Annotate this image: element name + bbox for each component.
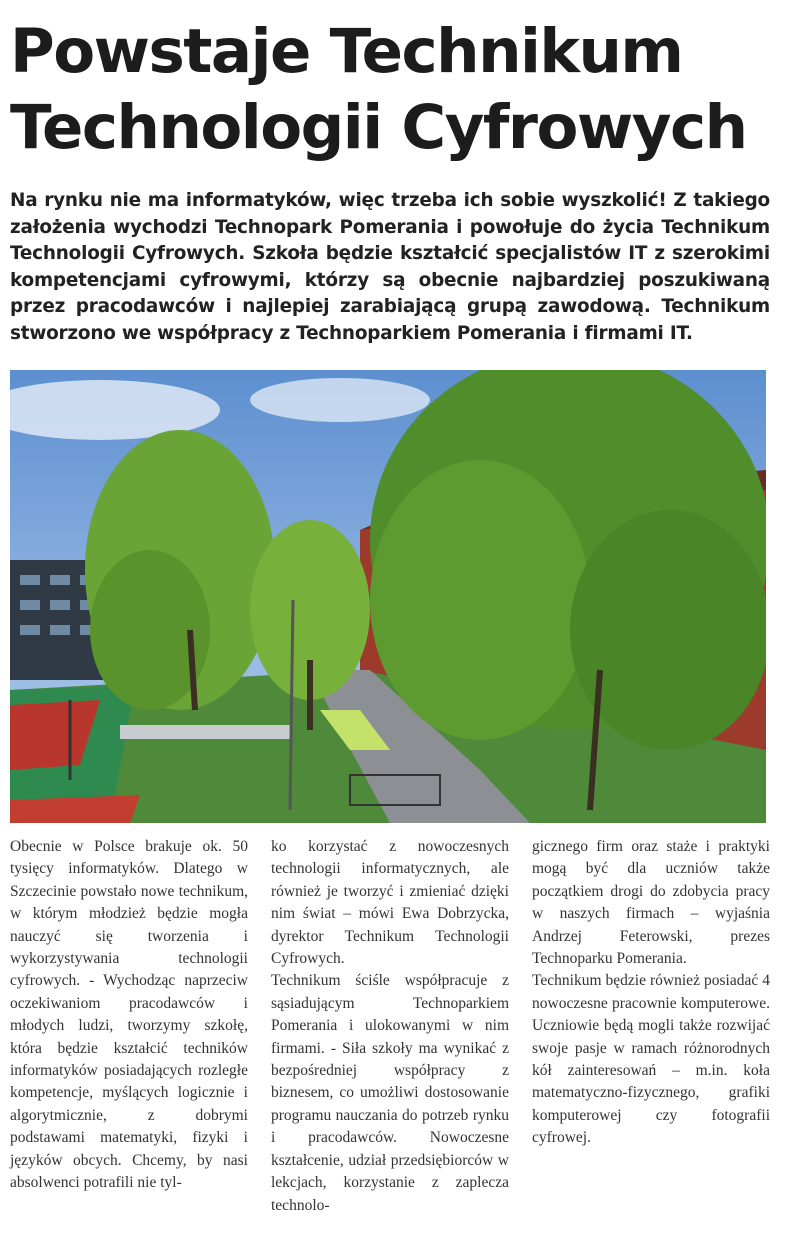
article-column-2 xyxy=(271,836,509,1217)
headline-line-1: Powstaje Technikum xyxy=(10,16,683,87)
article-headline xyxy=(10,14,780,166)
article-column-1 xyxy=(10,836,248,1217)
article-column-3 xyxy=(532,836,770,1217)
paragraph: Technikum będzie również posiadać 4 nowoczesne pracownie komputerowe. Uczniowie będą mogli także rozwijać swoje pasje w ramach różnorodnych kół zainteresowań – m.in. koła matematyczno-fizycznego, grafiki komputerowej czy fotografii cyfrowej. xyxy=(532,972,770,1147)
article-body xyxy=(10,836,770,1217)
article-lead: Na rynku nie ma informatyków, więc trzeba ich sobie wyszkolić! Z takiego założenia wychodzi Technopark Pomerania i powołuje do życia Technikum Technologii Cyfrowych. Szkoła będzie kształcić specjalistów IT z szerokimi kompetencjami cyfrowymi, którzy są obecnie najbardziej poszukiwaną przez pracodawców i najlepiej zarabiającą grupą zawodową. Technikum stworzono we współpracy z Technoparkiem Pomerania i firmami IT. xyxy=(10,190,770,344)
school-courtyard-photo xyxy=(10,370,766,823)
paragraph: Obecnie w Polsce brakuje ok. 50 tysięcy informatyków. Dlatego w Szczecinie powstało nowe technikum, w którym młodzież będzie mogła nauczyć się tworzenia i wykorzystywania technologii cyfrowych. - Wychodząc naprzeciw oczekiwaniom pracodawców i młodych ludzi, tworzymy szkołę, która będzie kształcić techników informatyków posiadających rozległe kompetencje, myślących logicznie i algorytmicznie, z dobrymi podstawami matematyki, fizyki i języków obcych. Chcemy, by nasi absolwenci potrafili nie tyl- xyxy=(10,838,248,1192)
headline-line-2: Technologii Cyfrowych xyxy=(10,92,747,163)
paragraph: Technikum ściśle współpracuje z sąsiadującym Technoparkiem Pomerania i ulokowanymi w nim firmami. - Siła szkoły ma wynikać z bezpośredniej współpracy z biznesem, co umożliwi dostosowanie programu nauczania do potrzeb rynku i pracodawców. Nowoczesne kształcenie, udział przedsiębiorców w lekcjach, korzystanie z zaplecza technolo- xyxy=(271,972,509,1214)
paragraph: gicznego firm oraz staże i praktyki mogą być dla uczniów także początkiem drogi do zdobycia pracy w naszych firmach – wyjaśnia Andrzej Feterowski, prezes Technoparku Pomerania. xyxy=(532,838,770,968)
paragraph: ko korzystać z nowoczesnych technologii informatycznych, ale również je tworzyć i zmieniać dzięki nim świat – mówi Ewa Dobrzycka, dyrektor Technikum Technologii Cyfrowych. xyxy=(271,838,509,968)
